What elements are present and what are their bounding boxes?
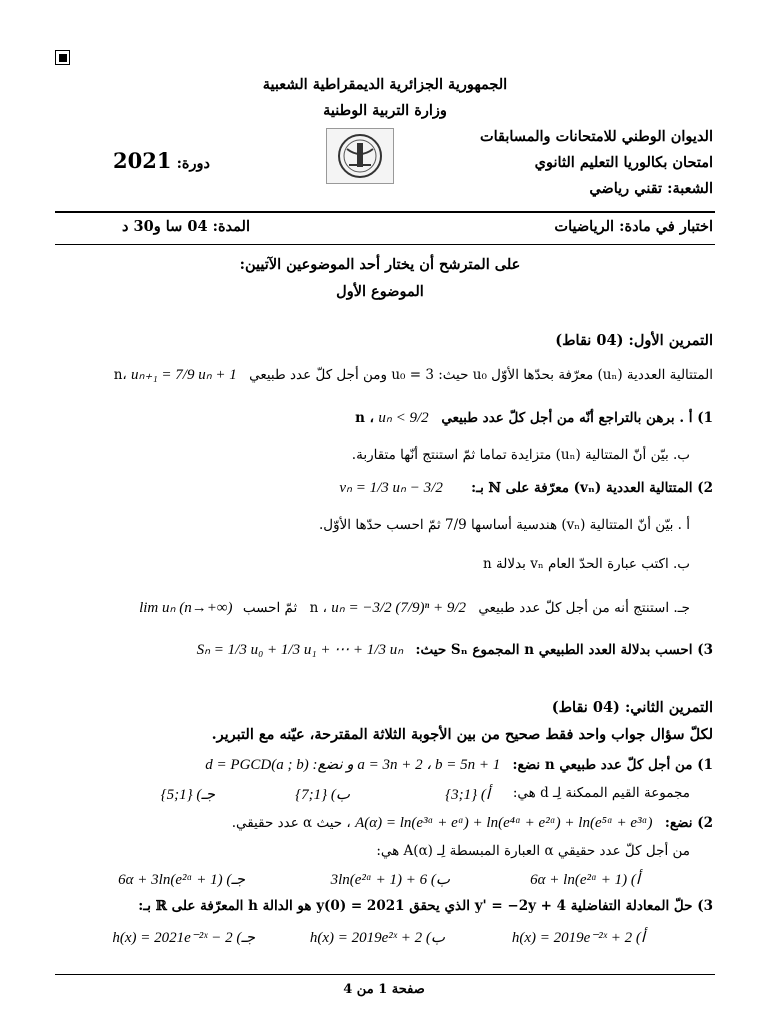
ex2-q2-option-c: جـ) 6α + 3ln(e²ᵅ + 1) xyxy=(118,872,245,888)
session-label: دورة: xyxy=(176,155,210,172)
session-year: 2021 xyxy=(113,148,172,173)
exam-title: امتحان بكالوريا التعليم الثانوي xyxy=(534,154,713,171)
header-rule xyxy=(55,211,715,213)
ex1-q3-math: Sₙ = 1/3 u₀ + 1/3 u₁ + ⋯ + 1/3 uₙ xyxy=(196,642,404,658)
ex2-q2-math: A(α) = ln(e³ᵅ + eᵅ) + ln(e⁴ᵅ + e²ᵅ) + ln(e⁵ᵅ + e³ᵅ) xyxy=(355,815,653,831)
ex1-line1-text: المتتالية العددية (uₙ) معرّفة بحدّها الأوّل u₀ حيث: u₀ = 3 ومن أجل كلّ عدد طبيعي n، xyxy=(113,367,713,383)
ex2-instruction: لكلّ سؤال جواب واحد فقط صحيح من بين الأجوبة الثلاثة المقترحة، عيّنه مع التبرير. xyxy=(211,726,713,743)
ex2-q2-text: 2) نضع: xyxy=(664,815,713,831)
ex1-q2c-text: جـ. استنتج أنه من أجل كلّ عدد طبيعي n ، xyxy=(309,600,690,616)
branch-title: الشعبة: تقني رياضي xyxy=(589,180,713,197)
ex1-q3 xyxy=(53,640,713,659)
republic-title: الجمهورية الجزائرية الديمقراطية الشعبية xyxy=(262,76,508,93)
subject: اختبار في مادة: الرياضيات xyxy=(554,218,713,235)
ministry-logo xyxy=(326,128,394,184)
ex1-q2c-lim: lim uₙ (n→+∞) xyxy=(139,600,233,616)
ex2-q2-option-b: ب) 6 + 3ln(e²ᵅ + 1) xyxy=(330,872,450,888)
ex1-q1b: ب. بيّن أنّ المتتالية (uₙ) متزايدة تماما ثمّ استنتج أنّها متقاربة. xyxy=(351,447,690,463)
ex1-q1a xyxy=(73,408,713,427)
office-title: الديوان الوطني للامتحانات والمسابقات xyxy=(479,128,713,145)
corner-mark-icon xyxy=(55,50,70,65)
ex2-q1-option-a: أ) {1;3} xyxy=(445,787,490,803)
ex2-q3-option-a: أ) h(x) = 2019e⁻²ˣ + 2 xyxy=(511,930,645,946)
ex2-q1-option-b: ب) {1;7} xyxy=(295,787,350,803)
ex2-q1-question: مجموعة القيم الممكنة لِـ d هي: xyxy=(512,785,690,801)
subject-rule xyxy=(55,244,715,245)
session xyxy=(70,148,210,173)
ex2-q2-option-a: أ) 6α + ln(e²ᵅ + 1) xyxy=(530,872,640,888)
ex2-title: التمرين الثاني: (04 نقاط) xyxy=(551,699,713,716)
topic-title: الموضوع الأول xyxy=(336,283,424,300)
ex2-q2 xyxy=(53,815,713,832)
footer-rule xyxy=(55,974,715,975)
ex1-line1-math: uₙ₊₁ = 7/9 uₙ + 1 xyxy=(131,367,237,383)
duration: المدة: 04 سا و30 د xyxy=(121,218,250,235)
ex1-q2c xyxy=(50,598,690,617)
ex1-q3-text: 3) احسب بدلالة العدد الطبيعي n المجموع Sₙ حيث: xyxy=(415,642,713,658)
ex1-line1 xyxy=(53,365,713,384)
ex1-q2c-math: uₙ = −3/2 (7/9)ⁿ + 9/2 xyxy=(331,600,467,616)
ex1-q2-text: 2) المتتالية العددية (vₙ) معرّفة على ℕ بـ: xyxy=(471,480,713,496)
ex1-q2c-then: ثمّ احسب xyxy=(242,600,298,616)
ex2-q3-option-c: جـ) h(x) = 2021e⁻²ˣ − 2 xyxy=(112,930,255,946)
ex2-q1-text: 1) من أجل كلّ عدد طبيعي n نضع: xyxy=(512,757,713,773)
ex2-q2-question: من أجل كلّ عدد حقيقي α العبارة المبسطة لِـ A(α) هي: xyxy=(376,843,690,859)
ex2-q2-tail: ، حيث α عدد حقيقي. xyxy=(231,815,351,831)
ex2-q1-math: a = 3n + 2 ، b = 5n + 1 و نضع: d = PGCD(a ; b) xyxy=(205,757,501,773)
instruction: على المترشح أن يختار أحد الموضوعين الآتيين: xyxy=(239,256,521,273)
ex1-q1a-text: 1) أ . برهن بالتراجع أنّه من أجل كلّ عدد طبيعي n ، xyxy=(355,410,713,426)
ex2-q1-option-c: جـ) {1;5} xyxy=(160,787,215,803)
ex1-q2b: ب. اكتب عبارة الحدّ العام vₙ بدلالة n xyxy=(483,556,690,572)
ex1-title: التمرين الأول: (04 نقاط) xyxy=(555,332,713,349)
ex1-q2-math: vₙ = 1/3 uₙ − 3/2 xyxy=(339,480,443,496)
page-number: صفحة 1 من 4 xyxy=(343,982,425,997)
ex1-q1a-math: uₙ < 9/2 xyxy=(378,410,429,426)
ex2-q3: 3) حلّ المعادلة التفاضلية y' = −2y + 4 الذي يحقق y(0) = 2021 هو الدالة h المعرّفة على ℝ بـ: xyxy=(138,898,713,914)
ex2-q1 xyxy=(53,755,713,774)
ex1-q2 xyxy=(73,478,713,497)
ministry-title: وزارة التربية الوطنية xyxy=(323,102,447,119)
ex1-q2a: أ . بيّن أنّ المتتالية (vₙ) هندسية أساسها 7/9 ثمّ احسب حدّها الأوّل. xyxy=(318,517,690,533)
ex2-q3-option-b: ب) h(x) = 2019e²ˣ + 2 xyxy=(309,930,445,946)
